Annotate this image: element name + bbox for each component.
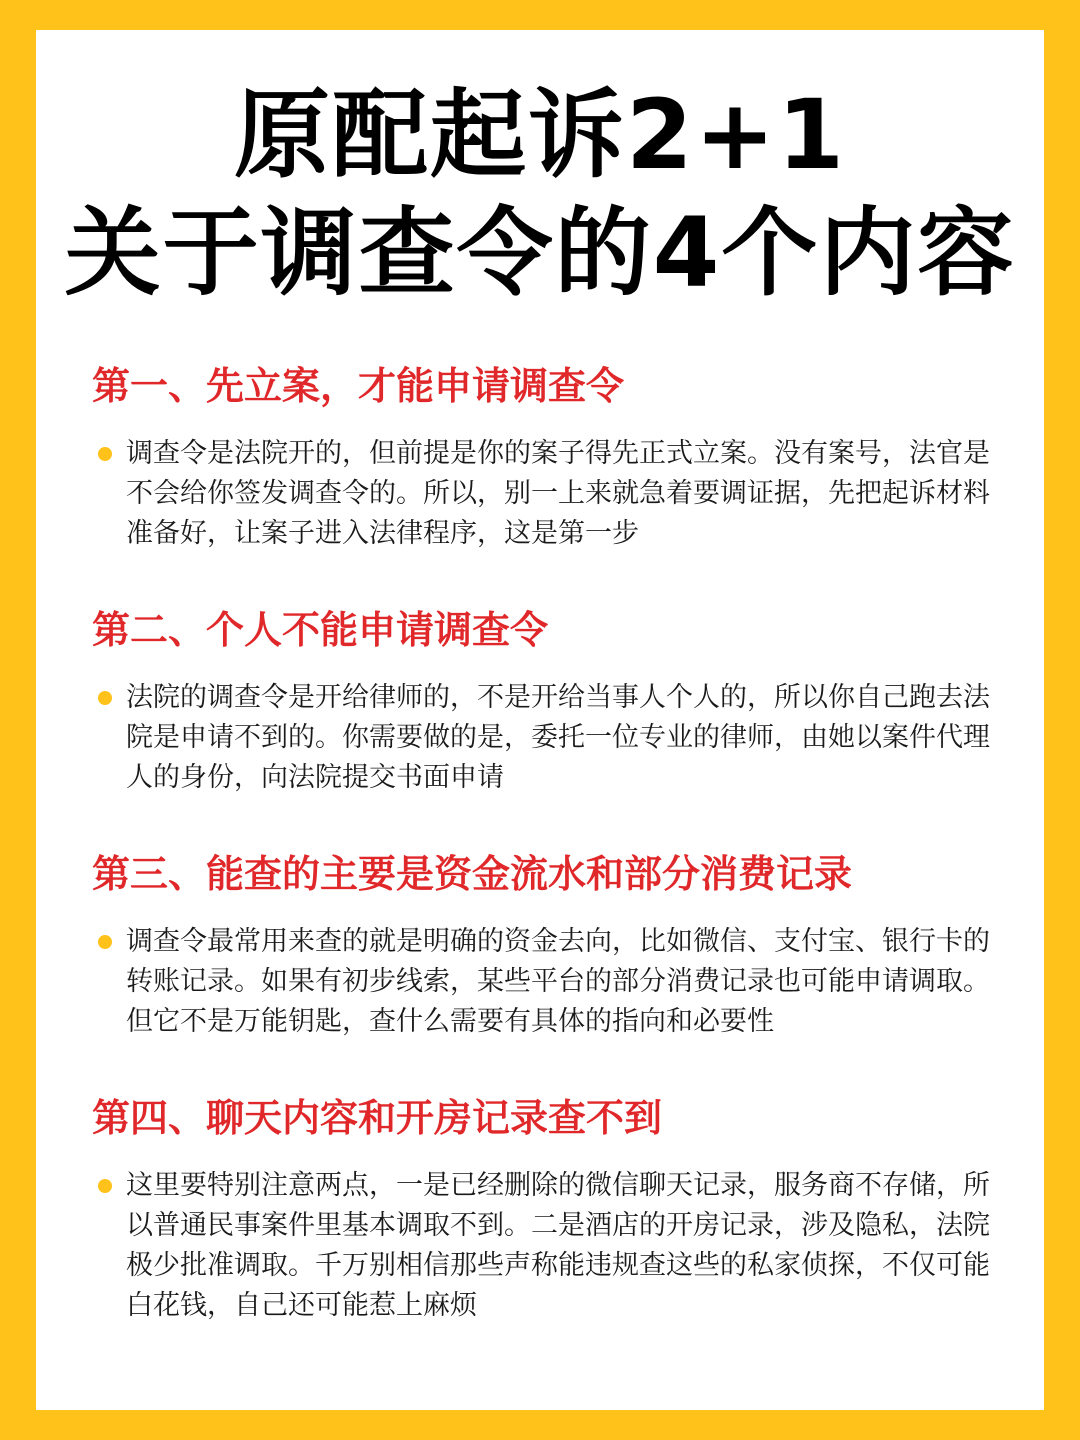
section-heading: 第三、能查的主要是资金流水和部分消费记录 [92, 851, 853, 896]
section-heading: 第四、聊天内容和开房记录查不到 [92, 1095, 663, 1140]
bullet-item [92, 1166, 1002, 1326]
content-card [36, 30, 1044, 1410]
section-4 [92, 1094, 1002, 1326]
bullet-text: 调查令最常用来查的就是明确的资金去向，比如微信、支付宝、银行卡的转账记录。如果有初步线索，某些平台的部分消费记录也可能申请调取。但它不是万能钥匙，查什么需要有具体的指向和必要性 [126, 926, 990, 1037]
bullet-item [92, 922, 1002, 1042]
bullet-dot-icon [98, 935, 112, 949]
page-title-line-2: 关于调查令的4个内容 [64, 197, 1016, 309]
bullet-item [92, 434, 1002, 554]
bullet-dot-icon [98, 1179, 112, 1193]
section-heading: 第二、个人不能申请调查令 [92, 607, 549, 652]
bullet-dot-icon [98, 691, 112, 705]
section-1 [92, 362, 1002, 554]
bullet-item [92, 678, 1002, 798]
page-title-line-1: 原配起诉2+1 [233, 79, 847, 191]
section-2 [92, 606, 1002, 798]
bullet-text: 这里要特别注意两点，一是已经删除的微信聊天记录，服务商不存储，所以普通民事案件里基本调取不到。二是酒店的开房记录，涉及隐私，法院极少批准调取。千万别相信那些声称能违规查这些的私家侦探，不仅可能白花钱，自己还可能惹上麻烦 [126, 1170, 990, 1321]
bullet-dot-icon [98, 447, 112, 461]
section-heading: 第一、先立案，才能申请调查令 [92, 363, 625, 408]
bullet-text: 法院的调查令是开给律师的，不是开给当事人个人的，所以你自己跑去法院是申请不到的。你需要做的是，委托一位专业的律师，由她以案件代理人的身份，向法院提交书面申请 [126, 682, 990, 793]
bullet-text: 调查令是法院开的，但前提是你的案子得先正式立案。没有案号，法官是不会给你签发调查令的。所以，别一上来就急着要调证据，先把起诉材料准备好，让案子进入法律程序，这是第一步 [126, 438, 990, 549]
section-3 [92, 850, 1002, 1042]
